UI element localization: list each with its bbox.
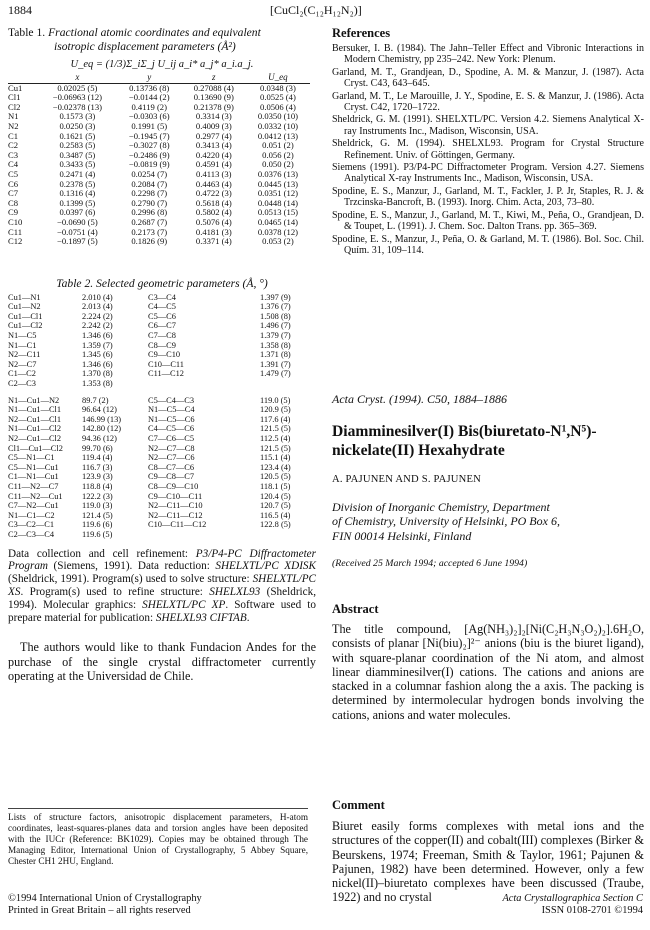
geometry-value: 99.70 (6) — [82, 443, 113, 453]
geometry-label: N2—Cu1—Cl2 — [8, 434, 62, 443]
coordinate-cell: 0.5618 (4) — [195, 197, 232, 208]
comment-heading: Comment — [332, 798, 385, 812]
table1-header-cell — [8, 73, 38, 83]
references-heading: References — [332, 26, 391, 40]
running-title: [CuCl₂(C₁₂H₁₂N₂)] — [270, 3, 362, 17]
article-authors: A. PAJUNEN AND S. PAJUNEN — [332, 474, 482, 485]
atom-label: C7 — [8, 188, 19, 199]
geometry-label: N1—C5—C4 — [148, 405, 195, 415]
coordinate-cell: 0.0250 (3) — [59, 120, 96, 131]
coordinate-cell: 0.1826 (9) — [131, 236, 168, 247]
coordinate-cell: 0.4463 (4) — [195, 178, 232, 189]
table1-label: Table 1. — [8, 26, 46, 39]
geometry-label — [148, 530, 260, 540]
table2-row — [8, 341, 313, 351]
affiliation-line: of Chemistry, University of Helsinki, PO Box 6, — [332, 514, 560, 529]
coordinate-cell: −0.1945 (7) — [128, 130, 170, 141]
geometry-label: C4—C5—C6 — [148, 424, 195, 434]
table1-title: Fractional atomic coordinates and equivalent — [48, 26, 261, 39]
dc-text: (Sheldrick, 1994). Molecular graphics: — [8, 585, 317, 611]
geometry-label: C4—C5 — [148, 302, 176, 312]
abstract-heading: Abstract — [332, 602, 379, 616]
coordinate-cell: 0.2583 (5) — [59, 140, 96, 151]
dc-text: Data collection and cell refinement: — [8, 547, 196, 560]
table2-row — [8, 415, 313, 425]
coordinate-cell: 0.0332 (10) — [257, 120, 298, 131]
geometry-value: 94.36 (12) — [82, 434, 117, 443]
coordinate-cell: 0.02025 (5) — [57, 82, 98, 93]
geometry-value: 120.5 (5) — [260, 472, 291, 482]
geometry-value: 1.358 (8) — [260, 340, 291, 350]
geometry-label: C8—C7—C6 — [148, 462, 195, 472]
geometry-value: 120.7 (5) — [260, 501, 291, 511]
geometry-label: N1—Cu1—N2 — [8, 395, 60, 405]
deposit-note: Lists of structure factors, anisotropic displacement parameters, H-atom coordinates, least-squares-planes data and torsion angles have been deposited with the IUCr (Reference: BK1029). Copies may be obtained through The Managing Editor, International Union of Crystallography, 5 Abbey Square, Chester CH1 2HU, England. — [8, 808, 308, 867]
table1-row — [8, 237, 310, 247]
coordinate-cell: −0.0303 (6) — [128, 111, 170, 122]
page-number: 1884 — [8, 3, 32, 17]
geometry-value: 115.1 (4) — [260, 453, 291, 463]
geometry-label: N1—Cu1—Cl2 — [8, 424, 62, 434]
geometry-value: 123.4 (4) — [260, 462, 291, 472]
geometry-label: C1—N1—Cu1 — [8, 472, 59, 482]
table2-row — [8, 424, 313, 434]
coordinate-cell: 0.1621 (5) — [59, 130, 96, 141]
coordinate-cell: 0.0376 (13) — [257, 168, 298, 179]
atom-label: C9 — [8, 207, 19, 218]
abstract-text: The title compound, [Ag(NH₃)₂]₂[Ni(C₂H₃N₃O₂)₂].6H₂O, consists of planar [Ni(biu)₂]²⁻ anions (biu is the biuret ligand), with square-planar coordination of the Ni atom, and almost linear diamminesilver(I) cations. The cations and anions are stacked in a columnar fashion along the a axis. The packing is determined by intermolecular hydrogen bonds involving the cations, anions and water molecules. — [332, 622, 644, 722]
coordinate-cell: 0.2173 (7) — [131, 226, 168, 237]
table2-row — [8, 530, 313, 540]
coordinate-cell: 0.27088 (4) — [193, 82, 234, 93]
geometry-label: N2—C11 — [8, 350, 41, 360]
coordinate-cell: 0.3413 (4) — [195, 140, 232, 151]
coordinate-cell: 0.4591 (4) — [195, 159, 232, 170]
geometry-value: 121.4 (5) — [82, 510, 113, 520]
atom-label: Cl2 — [8, 101, 21, 112]
table1-header-cell: U_eq — [268, 72, 288, 82]
table2-row — [8, 482, 313, 492]
coordinate-cell: 0.1991 (5) — [131, 120, 168, 131]
geometry-label: C5—C6 — [148, 311, 176, 321]
table2-row — [8, 350, 313, 360]
coordinate-cell: 0.0378 (12) — [257, 226, 298, 237]
table2-row — [8, 434, 313, 444]
reference-item: Spodine, E. S., Manzur, J., Garland, M. T., Fackler, J. P. Jr, Staples, R. J. & Trzcinska-Bancroft, B. (1993). Inorg. Chim. Acta, 203, 73–80. — [332, 185, 644, 209]
table2-caption: Table 2. Selected geometric parameters (Å, °) — [56, 276, 268, 290]
table2-row — [8, 321, 313, 331]
geometry-value: 119.0 (5) — [260, 395, 291, 405]
geometry-value: 1.353 (8) — [82, 379, 113, 389]
geometry-label: N1—C1 — [8, 340, 37, 350]
table1-header-cell: z — [212, 72, 216, 82]
coordinate-cell: 0.1399 (5) — [59, 197, 96, 208]
table2-row — [8, 405, 313, 415]
coordinate-cell: 0.5076 (4) — [195, 216, 232, 227]
coordinate-cell: 0.0412 (13) — [257, 130, 298, 141]
geometry-label: C2—C3—C4 — [8, 529, 55, 539]
atom-label: C10 — [8, 216, 23, 227]
table2-row — [8, 379, 313, 389]
table2-row — [8, 360, 313, 370]
geometry-label: C3—C2—C1 — [8, 520, 55, 530]
coordinate-cell: −0.0144 (2) — [128, 92, 170, 103]
geometry-label: C5—C4—C3 — [148, 395, 195, 405]
reference-item: Garland, M. T., Le Marouille, J. Y., Spodine, E. S. & Manzur, J. (1986). Acta Cryst. C42, 1720–1722. — [332, 90, 644, 114]
geometry-value: 89.7 (2) — [82, 395, 109, 405]
affiliation — [332, 500, 560, 543]
coordinate-cell: 0.0351 (12) — [257, 188, 298, 199]
coordinate-cell: 0.4119 (2) — [131, 101, 167, 112]
coordinate-cell: −0.06963 (12) — [52, 92, 102, 103]
printed-note: Printed in Great Britain – all rights reserved — [8, 905, 191, 916]
coordinate-cell: 0.2790 (7) — [131, 197, 168, 208]
geometry-value: 121.5 (5) — [260, 424, 291, 434]
geometry-label: C8—C9 — [148, 340, 176, 350]
coordinate-cell: 0.3371 (4) — [195, 236, 232, 247]
geometry-value: 119.6 (6) — [82, 520, 113, 530]
geometry-label: C1—C2 — [8, 369, 36, 379]
geometry-label: N2—C7—C8 — [148, 443, 195, 453]
coordinate-cell: 0.2471 (4) — [59, 168, 96, 179]
dc-text: . — [246, 611, 250, 624]
geometry-label: C11—N2—Cu1 — [8, 491, 63, 501]
reference-item: Siemens (1991). P3/P4-PC Diffractometer Program. Version 4.27. Siemens Analytical X-ray Instruments Inc., Madison, Wisconsin, USA. — [332, 162, 644, 185]
citation-text: Acta Cryst. (1994). C50, 1884–1886 — [332, 392, 507, 406]
geometry-value: 116.7 (3) — [82, 462, 113, 472]
coordinate-cell: 0.4220 (4) — [195, 149, 232, 160]
geometry-value: 112.5 (4) — [260, 434, 291, 443]
geometry-label: C6—C7 — [148, 321, 176, 331]
table2-row — [8, 396, 313, 406]
atom-label: N1 — [8, 111, 19, 122]
article-citation — [332, 392, 507, 407]
table1-title-2: isotropic displacement parameters (Å²) — [54, 40, 236, 53]
geometry-value: 142.80 (12) — [82, 424, 122, 434]
coordinate-cell: 0.3433 (5) — [59, 159, 96, 170]
geometry-value: 121.5 (5) — [260, 443, 291, 453]
geometry-label: N2—C11—C10 — [148, 501, 203, 511]
coordinate-cell: −0.1897 (5) — [57, 236, 98, 247]
dc-program: SHELXL93 — [209, 585, 261, 598]
geometry-label: Cu1—Cl2 — [8, 321, 43, 331]
coordinate-cell: 0.0254 (7) — [131, 168, 168, 179]
atom-label: Cl1 — [8, 92, 21, 103]
geometry-label: N2—C7 — [8, 359, 37, 369]
atom-label: C4 — [8, 159, 19, 170]
geometry-value: 118.8 (4) — [82, 481, 113, 491]
article-title: Diamminesilver(I) Bis(biuretato-N¹,N⁵)-nickelate(II) Hexahydrate — [332, 423, 597, 459]
coordinate-cell: 0.051 (2) — [262, 140, 294, 151]
geometry-value: 2.010 (4) — [82, 292, 113, 302]
dc-program: SHELXTL/PC XP — [142, 598, 226, 611]
geometry-value: 116.5 (4) — [260, 510, 291, 520]
atom-label: C1 — [8, 130, 19, 141]
coordinate-cell: 0.056 (2) — [262, 149, 294, 160]
geometry-label: C5—N1—Cu1 — [8, 462, 59, 472]
coordinate-cell: −0.0690 (5) — [57, 216, 98, 227]
table2-row — [8, 369, 313, 379]
table1 — [8, 73, 310, 247]
geometry-value: 1.376 (7) — [260, 302, 291, 312]
atom-label: C12 — [8, 236, 23, 247]
geometry-value: 1.391 (7) — [260, 359, 291, 369]
geometry-label: Cu1—N1 — [8, 292, 41, 302]
geometry-label: N1—C5 — [8, 331, 37, 341]
coordinate-cell: 0.0506 (4) — [260, 101, 296, 112]
geometry-value: 1.379 (7) — [260, 331, 291, 341]
atom-label: C11 — [8, 226, 23, 237]
geometry-value: 1.496 (7) — [260, 321, 291, 331]
geometry-value: 1.479 (7) — [260, 369, 291, 379]
atom-label: N2 — [8, 120, 19, 131]
geometry-label: C11—C12 — [148, 369, 184, 379]
coordinate-cell: 0.4181 (3) — [195, 226, 232, 237]
geometry-label: C7—N2—Cu1 — [8, 501, 59, 511]
coordinate-cell: 0.053 (2) — [262, 236, 294, 247]
table2-row — [8, 463, 313, 473]
coordinate-cell: 0.2996 (8) — [131, 207, 168, 218]
coordinate-cell: 0.2687 (7) — [131, 216, 168, 227]
geometry-label: C10—C11—C12 — [148, 520, 207, 530]
geometry-value: 1.345 (6) — [82, 350, 113, 360]
geometry-value: 1.371 (8) — [260, 350, 291, 360]
geometry-value: 119.4 (4) — [82, 453, 113, 463]
reference-list — [332, 43, 644, 256]
copyright: ©1994 International Union of Crystallography — [8, 893, 202, 904]
coordinate-cell: −0.0819 (9) — [128, 159, 170, 170]
coordinate-cell: 0.0448 (14) — [257, 197, 298, 208]
geometry-value: 123.9 (3) — [82, 472, 113, 482]
geometry-label: Cu1—Cl1 — [8, 311, 43, 321]
journal-name: Acta Crystallographica Section C — [502, 893, 643, 904]
geometry-value: 2.242 (2) — [82, 321, 113, 331]
coordinate-cell: −0.02378 (13) — [52, 101, 102, 112]
geometry-label: C9—C10 — [148, 350, 181, 360]
table1-caption-line2 — [8, 40, 316, 54]
reference-item: Bersuker, I. B. (1984). The Jahn–Teller Effect and Vibronic Interactions in Modern Chemistry, pp 235–242. New York: Plenum. — [332, 43, 644, 66]
table2-row — [8, 472, 313, 482]
atom-label: C6 — [8, 178, 19, 189]
geometry-value: 1.346 (6) — [82, 331, 113, 341]
dc-program: SHELXL93 CIFTAB — [155, 611, 247, 624]
coordinate-cell: 0.13690 (9) — [193, 92, 234, 103]
coordinate-cell: 0.0513 (15) — [257, 207, 298, 218]
geometry-value: 118.1 (5) — [260, 481, 291, 491]
coordinate-cell: 0.0348 (3) — [260, 82, 296, 93]
reference-item: Spodine, E. S., Manzur, J., Garland, M. T., Kiwi, M., Peña, O., Grandjean, D. & Toupet, L. (1991). J. Chem. Soc. Dalton Trans. pp. 365–369. — [332, 209, 644, 233]
coordinate-cell: 0.2084 (7) — [131, 178, 168, 189]
geometry-label: C11—N2—C7 — [8, 481, 59, 491]
geometry-label: C9—C8—C7 — [148, 472, 195, 482]
coordinate-cell: 0.5802 (4) — [195, 207, 232, 218]
dc-text: (Sheldrick, 1991). Program(s) used to solve structure: — [8, 573, 253, 586]
coordinate-cell: 0.2298 (7) — [131, 188, 168, 199]
table2-row — [8, 444, 313, 454]
reference-item: Spodine, E. S., Manzur, J., Peña, O. & Garland, M. T. (1986). Bol. Soc. Chil. Quím. 31, 109–114. — [332, 233, 644, 256]
footer-left — [8, 893, 202, 917]
dc-text: . Software used to prepare material for publication: — [8, 598, 316, 624]
geometry-label: N1—C5—C6 — [148, 414, 195, 424]
table1-caption — [8, 26, 316, 40]
affiliation-line: FIN 00014 Helsinki, Finland — [332, 528, 472, 543]
dc-program: P3/P4-PC Diffractometer Program — [8, 547, 316, 573]
geometry-value: 119.6 (5) — [82, 529, 113, 539]
coordinate-cell: 0.2378 (5) — [59, 178, 96, 189]
table2 — [8, 293, 313, 540]
table2-row — [8, 501, 313, 511]
table2-row — [8, 312, 313, 322]
coordinate-cell: 0.0525 (4) — [260, 92, 296, 103]
geometry-value: 2.013 (4) — [82, 302, 113, 312]
atom-label: Cu1 — [8, 82, 23, 93]
coordinate-cell: 0.21378 (9) — [193, 101, 234, 112]
table2-row — [8, 511, 313, 521]
geometry-label: C8—C9—C10 — [148, 481, 199, 491]
dc-text: (Siemens, 1991). Data reduction: — [48, 560, 216, 573]
atom-label: C8 — [8, 197, 19, 208]
footer-right — [502, 893, 643, 917]
geometry-value: 1.397 (9) — [260, 292, 291, 302]
coordinate-cell: 0.050 (2) — [262, 159, 294, 170]
coordinate-cell: 0.4009 (3) — [195, 120, 232, 131]
geometry-label — [148, 379, 260, 389]
geometry-label: N2—Cu1—Cl1 — [8, 414, 62, 424]
coordinate-cell: 0.3487 (5) — [59, 149, 96, 160]
comment-text: Biuret easily forms complexes with metal ions and the structures of the copper(II) and cobalt(III) complexes (Birker & Beurskens, 1974; Freeman, Smith & Taylor, 1961; Pajunen & Pajunen, 1982) have been determined. However, only a few nickel(II)–biuretato complexes have been discussed (Traube, 1922) and no crystal — [332, 819, 644, 905]
geometry-value — [260, 530, 313, 540]
table2-row — [8, 492, 313, 502]
geometry-label: C7—C6—C5 — [148, 434, 195, 443]
reference-item: Sheldrick, G. M. (1994). SHELXL93. Program for Crystal Structure Refinement. Univ. of Göttingen, Germany. — [332, 138, 644, 161]
coordinate-cell: 0.2977 (4) — [195, 130, 232, 141]
geometry-label: C3—C4 — [148, 292, 176, 302]
atom-label: C3 — [8, 149, 19, 160]
coordinate-cell: 0.4722 (3) — [195, 188, 232, 199]
geometry-value: 96.64 (12) — [82, 405, 117, 415]
geometry-label: N2—C11—C12 — [148, 510, 203, 520]
geometry-label: N2—C7—C6 — [148, 453, 195, 463]
reference-item: Garland, M. T., Grandjean, D., Spodine, A. M. & Manzur, J. (1987). Acta Cryst. C43, 643–645. — [332, 66, 644, 90]
geometry-value: 119.0 (3) — [82, 501, 113, 511]
acknowledgement: The authors would like to thank Fundacion Andes for the purchase of the single crystal diffractometer currently operating at the Universidad de Chile. — [8, 640, 316, 683]
geometry-value: 2.224 (2) — [82, 311, 113, 321]
received-dates: (Received 25 March 1994; accepted 6 June 1994) — [332, 558, 528, 569]
coordinate-cell: 0.1573 (3) — [59, 111, 96, 122]
geometry-label: N1—Cu1—Cl1 — [8, 405, 62, 415]
geometry-value — [260, 379, 313, 389]
dc-program: SHELXTL/PC XDISK — [215, 560, 316, 573]
coordinate-cell: 0.13736 (8) — [129, 82, 170, 93]
geometry-label: C2—C3 — [8, 379, 36, 389]
geometry-value: 120.4 (5) — [260, 491, 291, 501]
dc-program: SHELXTL/PC XS — [8, 573, 316, 598]
affiliation-line: Division of Inorganic Chemistry, Department — [332, 500, 550, 514]
geometry-value: 1.508 (8) — [260, 311, 291, 321]
coordinate-cell: 0.1316 (4) — [59, 188, 96, 199]
geometry-value: 117.6 (4) — [260, 414, 291, 424]
geometry-value: 1.346 (6) — [82, 359, 113, 369]
coordinate-cell: −0.0751 (4) — [57, 226, 98, 237]
left-column — [8, 26, 316, 683]
coordinate-cell: −0.3027 (8) — [128, 140, 170, 151]
table2-row — [8, 302, 313, 312]
geometry-label: C10—C11 — [148, 359, 184, 369]
geometry-label: C7—C8 — [148, 331, 176, 341]
coordinate-cell: 0.0350 (10) — [257, 111, 298, 122]
geometry-value: 1.370 (8) — [82, 369, 113, 379]
geometry-label: Cl1—Cu1—Cl2 — [8, 443, 63, 453]
coordinate-cell: 0.3314 (3) — [195, 111, 232, 122]
atom-label: C2 — [8, 140, 19, 151]
reference-item: Sheldrick, G. M. (1991). SHELXTL/PC. Version 4.2. Siemens Analytical X-ray Instruments Inc., Madison, Wisconsin, USA. — [332, 114, 644, 137]
geometry-value: 120.9 (5) — [260, 405, 291, 415]
geometry-value: 146.99 (13) — [82, 414, 122, 424]
geometry-label: C9—C10—C11 — [148, 491, 203, 501]
table2-row — [8, 453, 313, 463]
table2-row — [8, 331, 313, 341]
issn: ISSN 0108-2701 ©1994 — [541, 905, 643, 916]
coordinate-cell: 0.4113 (3) — [196, 168, 232, 179]
coordinate-cell: 0.0465 (14) — [257, 216, 298, 227]
geometry-value: 1.359 (7) — [82, 340, 113, 350]
data-collection-paragraph — [8, 548, 316, 625]
table1-header-cell: y — [147, 72, 152, 82]
coordinate-cell: 0.0397 (6) — [59, 207, 96, 218]
ueq-formula: U_eq = (1/3)Σ_iΣ_j U_ij a_i* a_j* a_i.a_j. — [70, 59, 254, 70]
table2-row — [8, 293, 313, 303]
geometry-value: 122.2 (3) — [82, 491, 113, 501]
coordinate-cell: 0.0445 (13) — [257, 178, 298, 189]
geometry-label: C5—N1—C1 — [8, 453, 55, 463]
coordinate-cell: −0.2486 (9) — [128, 149, 170, 160]
geometry-label: N1—C1—C2 — [8, 510, 55, 520]
dc-text: . Program(s) used to refine structure: — [20, 585, 210, 598]
geometry-value: 122.8 (5) — [260, 520, 291, 530]
atom-label: C5 — [8, 168, 19, 179]
table2-row — [8, 520, 313, 530]
geometry-label: Cu1—N2 — [8, 302, 41, 312]
table1-header-cell: x — [75, 72, 80, 82]
